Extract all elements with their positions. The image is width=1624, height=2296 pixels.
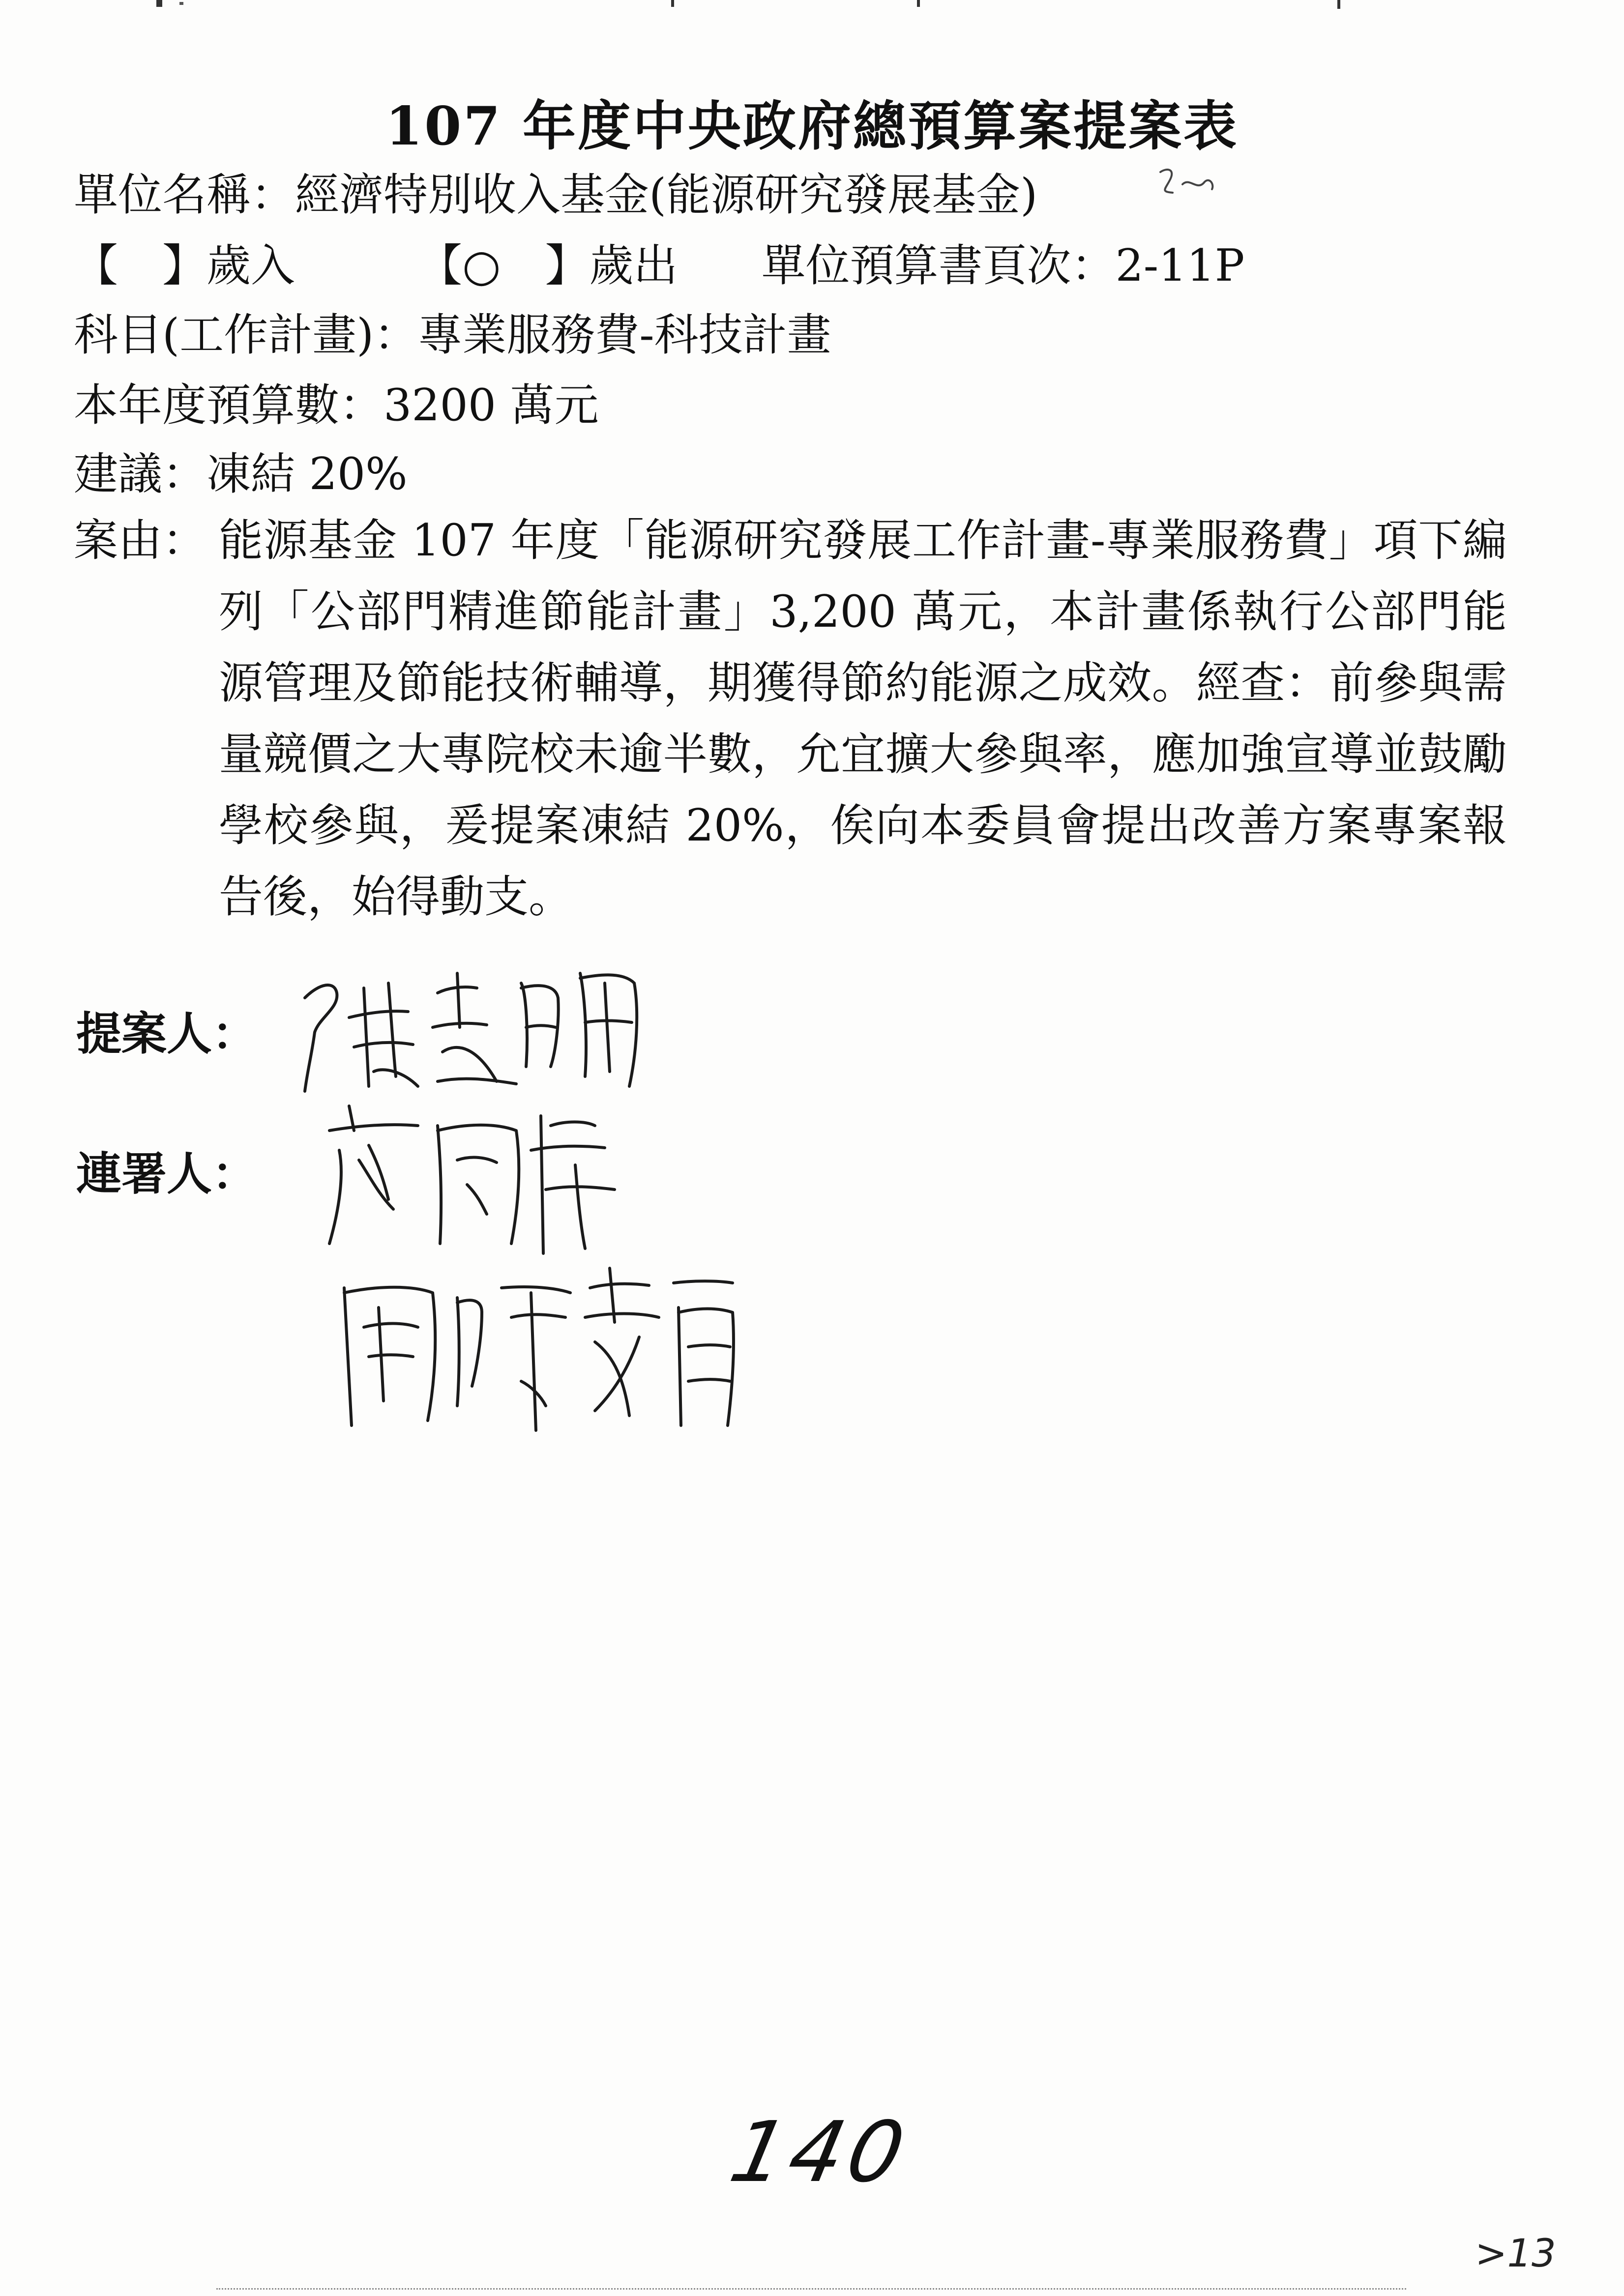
unit-name-row (74, 169, 1038, 221)
suggestion-value: 凍結 20% (207, 448, 408, 500)
corner-note: >13 (1475, 2232, 1556, 2276)
budget-type-row (74, 240, 1245, 291)
budget-amount-label: 本年度預算數： (74, 379, 384, 431)
proposer-signature (290, 954, 664, 1106)
subject-value: 專業服務費-科技計畫 (418, 309, 831, 361)
expenditure-checkbox[interactable]: 【○ 】歲出 (418, 240, 678, 291)
proposer-label: 提案人： (76, 1008, 258, 1060)
bottom-dotted-line (216, 2288, 1406, 2291)
revenue-checkbox[interactable]: 【 】歲入 (74, 240, 295, 291)
handwritten-mark (1155, 162, 1219, 206)
budget-amount-value: 3200 萬元 (384, 379, 599, 431)
subject-label: 科目(工作計畫)： (74, 309, 418, 361)
unit-label: 單位名稱： (74, 169, 295, 221)
budget-amount-row (74, 379, 599, 431)
subject-row (74, 309, 831, 361)
suggestion-row (74, 448, 408, 500)
cosigner-label: 連署人： (76, 1148, 258, 1200)
cosigner-signature-2 (334, 1258, 747, 1445)
unit-name: 經濟特別收入基金(能源研究發展基金) (295, 169, 1038, 221)
scan-artifacts (0, 0, 1624, 15)
budget-page: 2-11P (1115, 240, 1245, 291)
case-label: 案由： (74, 515, 207, 566)
suggestion-label: 建議： (74, 448, 207, 500)
budget-page-label: 單位預算書頁次： (761, 240, 1116, 291)
page-number: 140 (722, 2104, 917, 2201)
case-text: 能源基金 107 年度「能源研究發展工作計畫-專業服務費」項下編列「公部門精進節能計畫」3,200 萬元，本計畫係執行公部門能源管理及節能技術輔導，期獲得節約能源之成效。經查：前參與需量競價之大專院校未逾半數，允宜擴大參與率，應加強宣導並鼓勵學校參與，爰提案凍結 20%，俟向本委員會提出改善方案專案報告後，始得動支。 (219, 515, 1507, 923)
document-title: 107 年度中央政府總預算案提案表 (385, 95, 1239, 157)
cosigner-signature-1 (320, 1096, 634, 1258)
